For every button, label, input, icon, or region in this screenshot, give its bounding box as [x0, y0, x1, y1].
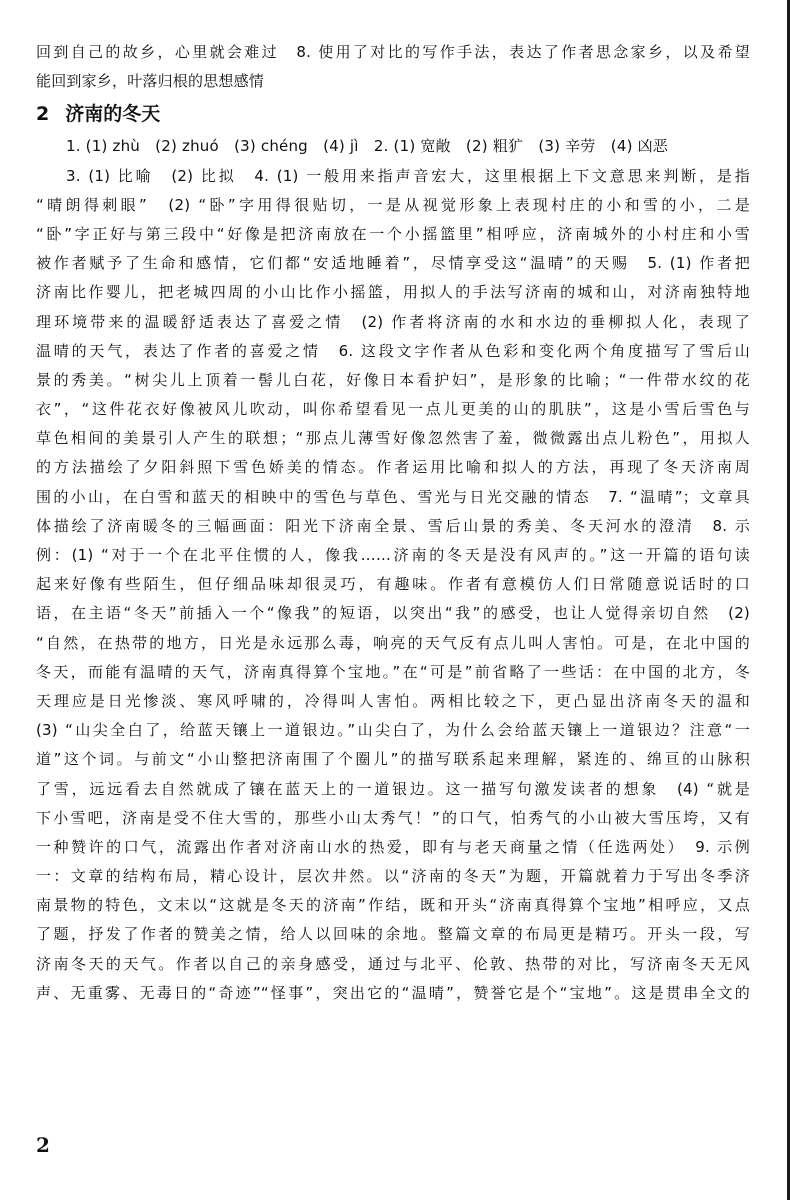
text-line: 下小雪吧，济南是受不住大雪的，那些小山太秀气！”的口气，怕秀气的小山被大雪压垮，又有 — [36, 808, 750, 827]
text-line: 1. (1) zhù (2) zhuó (3) chéng (4) jì 2. (1) 宽敞 (2) 粗犷 (3) 辛劳 (4) 凶恶 — [66, 137, 668, 156]
answer-paragraph — [36, 132, 750, 1008]
section-title: 济南的冬天 — [65, 103, 161, 126]
text-line: 一种赞许的口气，流露出作者对济南山水的热爱，即有与老天商量之情（任选两处） 9. 示例 — [36, 837, 750, 856]
text-line: 道”这个词。与前文“小山整把济南围了个圈儿”的描写联系起来理解，紧连的、绵亘的山脉积 — [36, 750, 750, 769]
text-line: 体描绘了济南暖冬的三幅画面：阳光下济南全景、雪后山景的秀美、冬天河水的澄清 8. 示 — [36, 516, 750, 535]
section-number: 2 — [36, 103, 50, 126]
text-line: 天理应是日光惨淡、寒风呼啸的，冷得叫人害怕。两相比较之下，更凸显出济南冬天的温和 — [36, 691, 750, 710]
text-line: 声、无重雾、无毒日的“奇迹”“怪事”，突出它的“温晴”，赞誉它是个“宝地”。这是贯串全文的 — [36, 983, 750, 1002]
text-line: 3. (1) 比喻 (2) 比拟 4. (1) 一般用来指声音宏大，这里根据上下文意思来判断，是指 — [66, 166, 750, 185]
text-line: 一：文章的结构布局，精心设计，层次井然。以“济南的冬天”为题，开篇就着力于写出冬季济 — [36, 867, 750, 886]
page-number: 2 — [36, 1133, 50, 1157]
text-line: 景的秀美。“树尖儿上顶着一髻儿白花，好像日本看护妇”，是形象的比喻；“一件带水纹的花 — [36, 370, 750, 389]
text-line: 回到自己的故乡，心里就会难过 8. 使用了对比的写作手法，表达了作者思念家乡，以及希望 — [36, 43, 750, 61]
intro-paragraph — [36, 38, 750, 96]
text-line: 济南冬天的天气。作者以自己的亲身感受，通过与北平、伦敦、热带的对比，写济南冬天无风 — [36, 954, 750, 973]
text-line: 围的小山，在白雪和蓝天的相映中的雪色与草色、雪光与日光交融的情态 7. “温晴”；文章具 — [36, 487, 750, 506]
text-line: 南景物的特色，文末以“这就是冬天的济南”作结，既和开头“济南真得算个宝地”相呼应，又点 — [36, 896, 750, 915]
text-line: 草色相间的美景引人产生的联想；“那点儿薄雪好像忽然害了羞，微微露出点儿粉色”，用拟人 — [36, 429, 750, 448]
text-line: 济南比作婴儿，把老城四周的小山比作小摇篮，用拟人的手法写济南的城和山，对济南独特地 — [36, 283, 750, 302]
text-line: 语，在主语“冬天”前插入一个“像我”的短语，以突出“我”的感受，也让人觉得亲切自然 (2) — [36, 604, 750, 623]
text-line: 例：(1) “对于一个在北平住惯的人，像我……济南的冬天是没有风声的。”这一开篇的语句读 — [36, 546, 750, 564]
text-line: 衣”，“这件花衣好像被风儿吹动，叫你希望看见一点儿更美的山的肌肤”，这是小雪后雪色与 — [36, 400, 750, 419]
text-line: 的方法描绘了夕阳斜照下雪色娇美的情态。作者运用比喻和拟人的方法，再现了冬天济南周 — [36, 458, 750, 477]
section-heading — [36, 96, 750, 132]
text-line: (3) “山尖全白了，给蓝天镶上一道银边。”山尖白了，为什么会给蓝天镶上一道银边？注意“一 — [36, 721, 750, 740]
text-line: “晴朗得刺眼” (2) “卧”字用得很贴切，一是从视觉形象上表现村庄的小和雪的小，二是 — [36, 195, 750, 214]
text-line: 被作者赋予了生命和感情，它们都“安适地睡着”，尽情享受这“温晴”的天赐 5. (1) 作者把 — [36, 254, 750, 273]
text-line: 冬天，而能有温晴的天气，济南真得算个宝地。”在“可是”前省略了一些话：在中国的北方，冬 — [36, 662, 750, 681]
text-line: 理环境带来的温暖舒适表达了喜爱之情 (2) 作者将济南的水和水边的垂柳拟人化，表现了 — [36, 312, 750, 331]
text-line: 了雪，远远看去自然就成了镶在蓝天上的一道银边。这一描写句激发读者的想象 (4) “就是 — [36, 779, 750, 798]
text-line: “自然，在热带的地方，日光是永远那么毒，响亮的天气反有点儿叫人害怕。可是，在北中国的 — [36, 633, 750, 652]
text-line: 温晴的天气，表达了作者的喜爱之情 6. 这段文字作者从色彩和变化两个角度描写了雪后山 — [36, 341, 750, 360]
text-line: 起来好像有些陌生，但仔细品味却很灵巧，有趣味。作者有意模仿人们日常随意说话时的口 — [36, 575, 750, 594]
text-line: 了题，抒发了作者的赞美之情，给人以回味的余地。整篇文章的布局更是精巧。开头一段，写 — [36, 925, 750, 944]
text-line: 能回到家乡，叶落归根的思想感情 — [36, 72, 265, 91]
text-line: “卧”字正好与第三段中“好像是把济南放在一个小摇篮里”相呼应，济南城外的小村庄和小雪 — [36, 224, 750, 243]
